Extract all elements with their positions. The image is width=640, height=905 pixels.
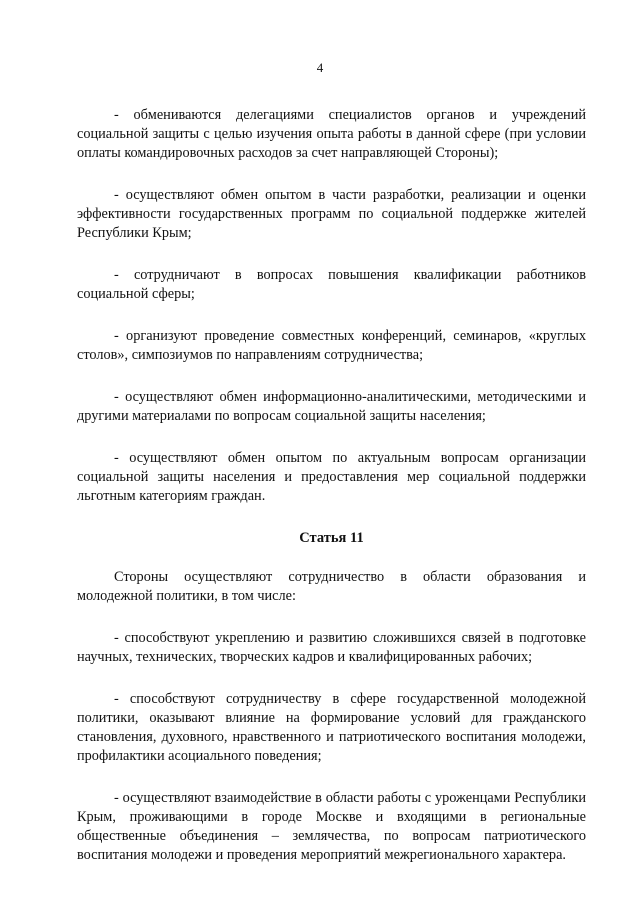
document-body (77, 106, 586, 888)
list-item-compatriots: - осуществляют взаимодействие в области работы с уроженцами Республики Крым, проживающими в городе Москве и входящими в региональные общественные объединения – землячества, по вопросам патриотического воспитания молодежи и проведения мероприятий межрегионального характера. (77, 790, 586, 863)
list-item-delegations: - обмениваются делегациями специалистов органов и учреждений социальной защиты с целью изучения опыта работы в данной сфере (при условии оплаты командировочных расходов за счет направляющей Стороны); (77, 107, 586, 161)
page-number: 4 (316, 60, 324, 75)
list-item-personnel-training: - способствуют укреплению и развитию сложившихся связей в подготовке научных, технических, творческих кадров и квалифицированных рабочих; (77, 630, 586, 665)
list-item-conferences: - организуют проведение совместных конференций, семинаров, «круглых столов», симпозиумов по направлениям сотрудничества; (77, 328, 586, 363)
list-item-materials-exchange: - осуществляют обмен информационно-аналитическими, методическими и другими материалами по вопросам социальной защиты населения; (77, 389, 586, 424)
article-title: Статья 11 (299, 530, 364, 546)
list-item-qualification: - сотрудничают в вопросах повышения квалификации работников социальной сферы; (77, 267, 586, 302)
article-intro: Стороны осуществляют сотрудничество в области образования и молодежной политики, в том числе: (77, 569, 586, 604)
list-item-social-support: - осуществляют обмен опытом по актуальным вопросам организации социальной защиты населения и предоставления мер социальной поддержки льготным категориям граждан. (77, 450, 586, 504)
list-item-youth-policy: - способствуют сотрудничеству в сфере государственной молодежной политики, оказывают влияние на формирование условий для гражданского становления, духовного, нравственного и патриотического воспитания молодежи, профилактики асоциального поведения; (77, 691, 586, 764)
list-item-programs-experience: - осуществляют обмен опытом в части разработки, реализации и оценки эффективности государственных программ по социальной поддержке жителей Республики Крым; (77, 187, 586, 241)
